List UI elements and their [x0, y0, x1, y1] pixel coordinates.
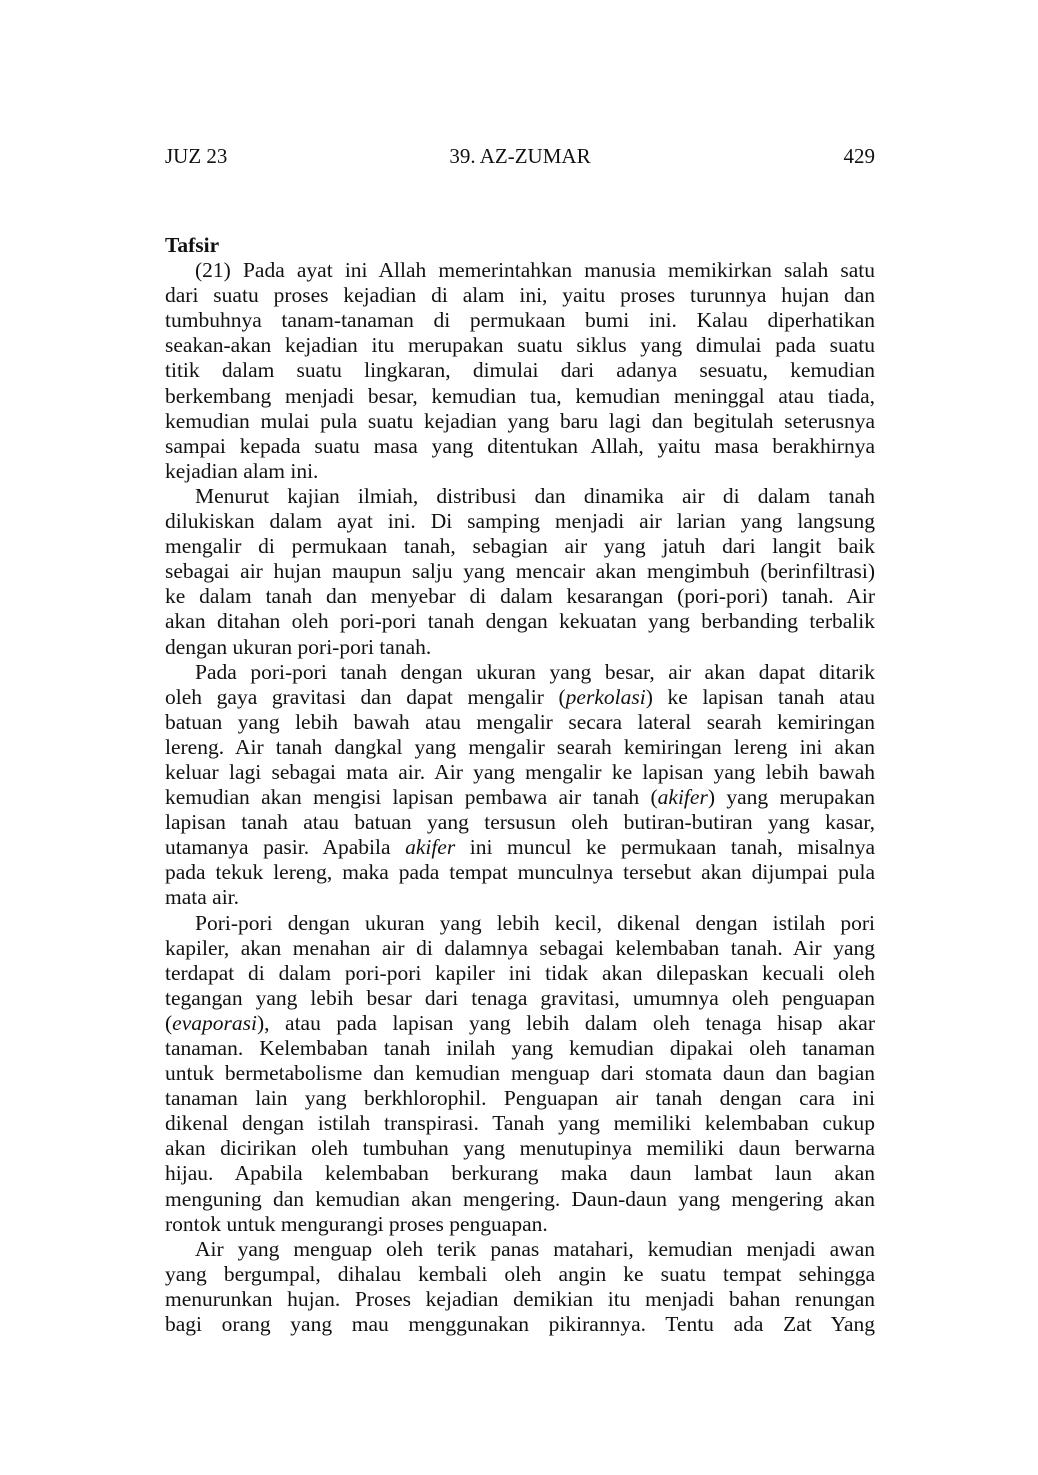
surah-title: 39. AZ-ZUMAR — [449, 144, 591, 168]
text-line: menurunkan hujan. Proses kejadian demikian itu menjadi bahan renungan — [165, 1286, 875, 1311]
text-segment: kemudian akan mengisi lapisan pembawa air tanah ( — [165, 785, 658, 810]
text-line: kemudian mulai pula suatu kejadian yang baru lagi dan begitulah seterusnya — [165, 408, 875, 433]
paragraph — [165, 660, 875, 911]
text-line: tumbuhnya tanam-tanaman di permukaan bumi ini. Kalau diperhatikan — [165, 308, 875, 333]
text-segment: oleh gaya gravitasi dan dapat mengalir ( — [165, 684, 566, 709]
text-line: untuk bermetabolisme dan kemudian menguap dari stomata daun dan bagian — [165, 1061, 875, 1086]
text-line: akan dicirikan oleh tumbuhan yang menutupinya memiliki daun berwarna — [165, 1136, 875, 1161]
text-line: dikenal dengan istilah transpirasi. Tanah yang memiliki kelembaban cukup — [165, 1111, 875, 1136]
paragraph — [165, 484, 875, 660]
text-segment: ( — [165, 1010, 173, 1035]
text-line: keluar lagi sebagai mata air. Air yang mengalir ke lapisan yang lebih bawah — [165, 759, 875, 784]
paragraph — [165, 258, 875, 484]
text-line: berkembang menjadi besar, kemudian tua, kemudian meninggal atau tiada, — [165, 383, 875, 408]
text-line: Air yang menguap oleh terik panas matahari, kemudian menjadi awan — [195, 1236, 875, 1261]
italic-term: evaporasi — [172, 1010, 257, 1035]
text-line — [165, 785, 875, 810]
text-line: bagi orang yang mau menggunakan pikirannya. Tentu ada Zat Yang — [165, 1312, 875, 1337]
text-line — [165, 835, 875, 860]
text-line: ke dalam tanah dan menyebar di dalam kesarangan (pori-pori) tanah. Air — [165, 584, 875, 609]
text-line: seakan-akan kejadian itu merupakan suatu siklus yang dimulai pada suatu — [165, 333, 875, 358]
text-segment: ini muncul ke permukaan tanah, misalnya — [455, 835, 876, 860]
page-body — [165, 233, 875, 1337]
text-line: lapisan tanah atau batuan yang tersusun oleh butiran-butiran yang kasar, — [165, 810, 875, 835]
text-segment: ), atau pada lapisan yang lebih dalam oleh tenaga hisap akar — [256, 1010, 875, 1035]
juz-label: JUZ 23 — [165, 144, 228, 168]
page-number: 429 — [843, 144, 875, 168]
text-segment: ) yang merupakan — [707, 785, 875, 810]
italic-term: akifer — [405, 835, 456, 860]
text-line: hijau. Apabila kelembaban berkurang maka daun lambat laun akan — [165, 1161, 875, 1186]
text-line — [165, 685, 875, 710]
italic-term: akifer — [657, 785, 708, 810]
section-heading: Tafsir — [165, 233, 220, 257]
text-line: rontok untuk mengurangi proses penguapan. — [165, 1211, 548, 1236]
text-line: (21) Pada ayat ini Allah memerintahkan manusia memikirkan salah satu — [195, 258, 875, 283]
paragraph — [165, 1237, 875, 1337]
text-line: batuan yang lebih bawah atau mengalir secara lateral searah kemiringan — [165, 709, 875, 734]
text-line — [165, 1011, 875, 1036]
paragraph — [165, 911, 875, 1237]
text-line: kejadian alam ini. — [165, 458, 319, 483]
text-line: dari suatu proses kejadian di alam ini, yaitu proses turunnya hujan dan — [165, 283, 875, 308]
text-line: Menurut kajian ilmiah, distribusi dan dinamika air di dalam tanah — [195, 483, 875, 508]
text-line: titik dalam suatu lingkaran, dimulai dari adanya sesuatu, kemudian — [165, 358, 875, 383]
text-line: mata air. — [165, 885, 240, 910]
text-line: terdapat di dalam pori-pori kapiler ini tidak akan dilepaskan kecuali oleh — [165, 960, 875, 985]
text-line: tanaman. Kelembaban tanah inilah yang kemudian dipakai oleh tanaman — [165, 1036, 875, 1060]
text-line: sampai kepada suatu masa yang ditentukan Allah, yaitu masa berakhirnya — [165, 433, 875, 458]
text-line: pada tekuk lereng, maka pada tempat munculnya tersebut akan dijumpai pula — [165, 860, 875, 885]
text-line: menguning dan kemudian akan mengering. Daun-daun yang mengering akan — [165, 1186, 875, 1211]
text-line: lereng. Air tanah dangkal yang mengalir searah kemiringan lereng ini akan — [165, 734, 875, 759]
text-line: yang bergumpal, dihalau kembali oleh angin ke suatu tempat sehingga — [165, 1261, 875, 1286]
text-line: Pori-pori dengan ukuran yang lebih kecil, dikenal dengan istilah pori — [195, 910, 875, 935]
running-header — [165, 144, 875, 172]
paragraphs — [165, 258, 875, 1337]
text-line: dilukiskan dalam ayat ini. Di samping menjadi air larian yang langsung — [165, 509, 875, 534]
text-line: Pada pori-pori tanah dengan ukuran yang besar, air akan dapat ditarik — [195, 659, 875, 684]
text-line: mengalir di permukaan tanah, sebagian air yang jatuh dari langit baik — [165, 534, 875, 559]
italic-term: perkolasi — [565, 684, 646, 709]
text-line: dengan ukuran pori-pori tanah. — [165, 634, 432, 659]
text-segment: ) ke lapisan tanah atau — [645, 684, 875, 709]
text-line: kapiler, akan menahan air di dalamnya sebagai kelembaban tanah. Air yang — [165, 935, 875, 960]
text-line: akan ditahan oleh pori-pori tanah dengan kekuatan yang berbanding terbalik — [165, 609, 875, 634]
text-line: sebagai air hujan maupun salju yang mencair akan mengimbuh (berinfiltrasi) — [165, 559, 875, 584]
text-line: tegangan yang lebih besar dari tenaga gravitasi, umumnya oleh penguapan — [165, 985, 875, 1010]
text-segment: utamanya pasir. Apabila — [165, 835, 406, 860]
text-line: tanaman lain yang berkhlorophil. Penguapan air tanah dengan cara ini — [165, 1086, 875, 1111]
